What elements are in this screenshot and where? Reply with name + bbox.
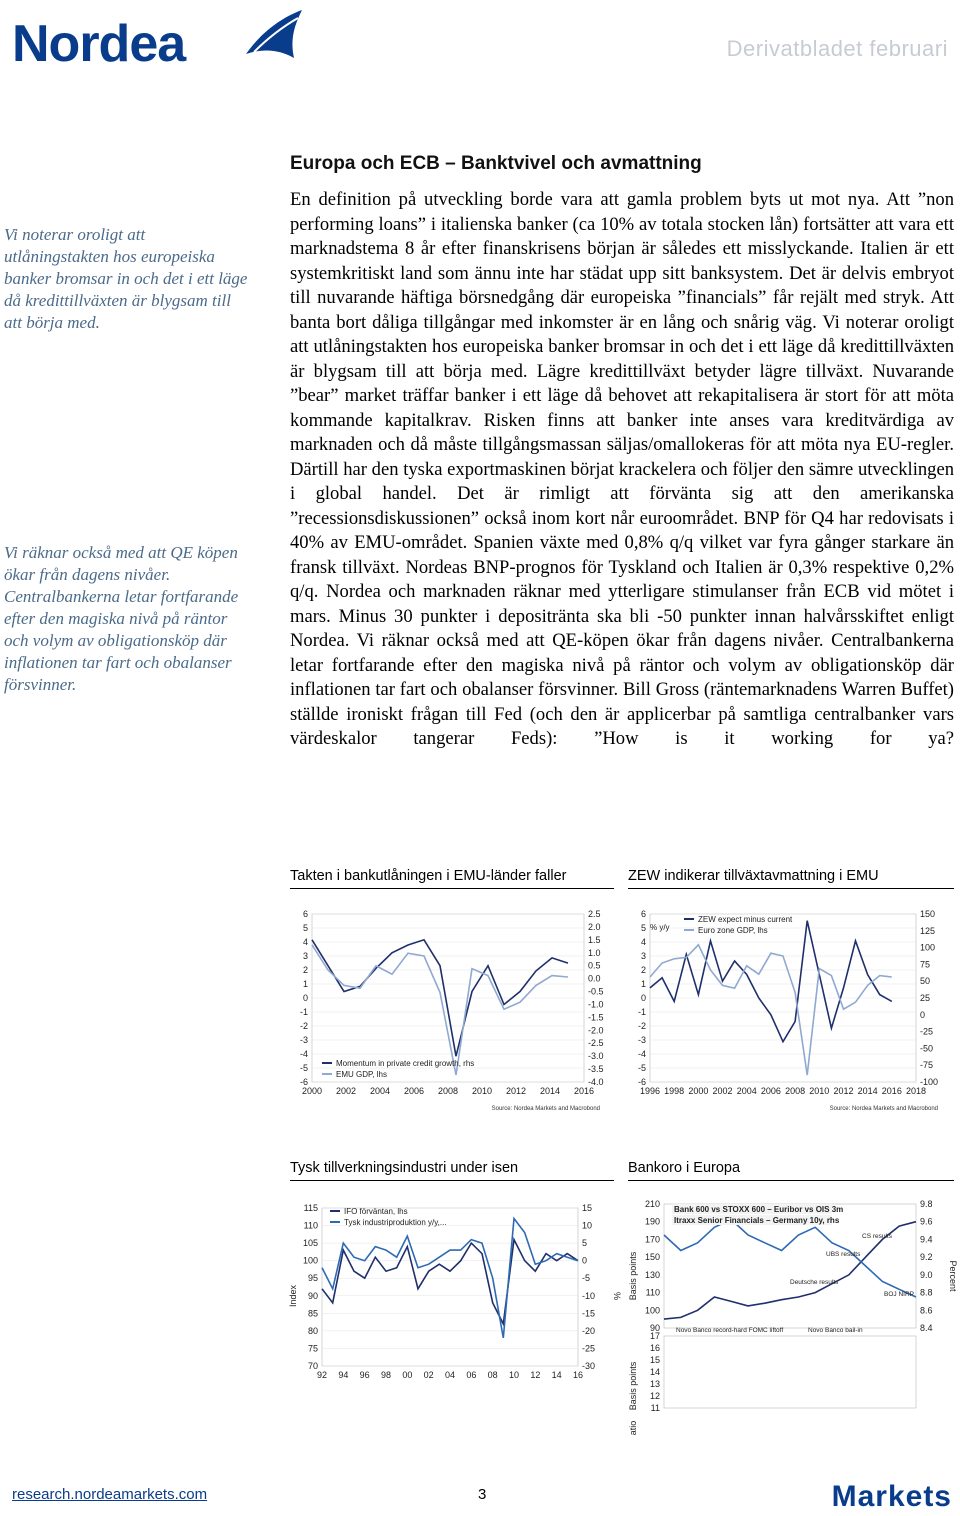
x-tick-label: 1996 (639, 1086, 661, 1096)
x-tick-label: 14 (551, 1370, 562, 1380)
lower-left-tick-label: 15 (649, 1355, 660, 1365)
left-tick-label: 3 (302, 951, 308, 961)
right-tick-label: 8.4 (920, 1323, 933, 1333)
markets-brand: Markets (831, 1480, 952, 1513)
x-tick-label: 04 (444, 1370, 456, 1380)
right-tick-label: 10 (582, 1220, 593, 1231)
right-tick-label: 150 (920, 909, 936, 919)
right-tick-label: -75 (920, 1060, 934, 1071)
x-tick-label: 12 (530, 1370, 541, 1380)
right-tick-label: -5 (582, 1273, 591, 1284)
document-title: Derivatbladet februari (726, 36, 948, 61)
chart-source: Source: Nordea Markets and Macrobond (491, 1106, 600, 1112)
right-tick-label: 9.4 (920, 1234, 933, 1245)
right-tick-label: 8.8 (920, 1287, 933, 1298)
x-tick-label: 2008 (785, 1086, 806, 1096)
right-tick-label: -2.5 (588, 1038, 604, 1049)
left-tick-label: 4 (640, 937, 646, 947)
left-tick-label: 210 (644, 1199, 660, 1209)
right-tick-label: -1.5 (588, 1012, 604, 1023)
lower-left-tick-label: 11 (650, 1403, 660, 1413)
x-tick-label: 2010 (471, 1086, 493, 1096)
right-tick-label: 9.0 (920, 1269, 933, 1280)
left-tick-label: 95 (307, 1273, 318, 1284)
x-tick-label: 16 (572, 1370, 584, 1380)
article-body: En definition på utveckling borde vara att gamla problem byts ut mot nya. Att ”non performing loans” i italienska banker (ca 10% av totala stocken lån) fortsätter att vara ett marknadstema 8 år efter finanskrisens början är således ett misslyckande. Italien är ett systemkritiskt land som ännu inte har städat upp sitt banksystem. Det är delvis embryot till nuvarande häftiga börsnedgång där europeiska ”financials” får rejält med stryk. Att banta bort dåliga tillgångar med inkomster är en lång och snårig väg. Vi noterar oroligt att utlåningstakten hos europeiska banker bromsar in och det i ett läge då kredittillväxten är blygsam till att börja med. Lägre kredittillväxt betyder lägre tillväxt. Nuvarande ”bear” market träffar banker i ett läge då behovet att rekapitalisera är stort för att möta kommande kapitalkrav. Risken finns att banker inte anses vara kreditvärdiga av marknaden och då måste tillgångsmassan säljas/omallokeras för att möta nya EU-regler. Därtill har den tyska exportmaskinen börjat krackelera och följer den sämre utvecklingen i global handel. Det är rimligt att förvänta sig att den amerikanska ”recessionsdiskussionen” också inom kort når euroområdet. BNP för Q4 har redovisats i 40% av EMU-området. Spanien växte med 0,8% q/q vilket var fyra gånger starkare än fransk tillväxt. Nordeas BNP-prognos för Tyskland och Italien är 0,3% respektive 0,2% q/q. Nordea och marknaden räknar med ytterligare stimulanser från ECB vid mötet i mars. Minus 30 punkter i depositränta ska bli -50 punkter innan halvårsskiftet enligt Nordea. Vi räknar också med att QE-köpen ökar från dagens nivåer. Centralbankerna letar fortfarande efter den magiska nivå på räntor och volym av obligationsköp där inflationen tar fart och obalanser försvinner. Bill Gross (räntemarknadens Warren Buffet) ställde ironiskt frågan till Fed (och den är applicerbar på samtliga centralbanker vars värdeskalor tangerar Feds): ”How is it working for ya? (290, 189, 954, 749)
left-tick-label: -3 (299, 1035, 308, 1045)
x-tick-label: 2006 (760, 1086, 781, 1096)
figure-title-german-industry: Tysk tillverkningsindustri under isen (290, 1160, 614, 1181)
right-tick-label: 15 (582, 1203, 593, 1213)
legend-label: IFO förväntan, lhs (344, 1207, 408, 1216)
right-tick-label: -0.5 (588, 986, 604, 997)
left-tick-label: 105 (302, 1238, 318, 1249)
right-tick-label: -50 (920, 1043, 934, 1054)
legend-label: Itraxx Senior Financials – Germany 10y, rhs (674, 1216, 840, 1225)
x-tick-label: 2000 (688, 1086, 709, 1096)
right-axis-label: % (612, 1291, 622, 1301)
left-tick-label: 100 (644, 1305, 660, 1316)
left-tick-label: 190 (644, 1216, 660, 1227)
left-tick-label: 6 (302, 909, 308, 919)
right-tick-label: -1.0 (588, 999, 604, 1010)
left-tick-label: 70 (307, 1361, 318, 1371)
left-tick-label: 6 (640, 909, 646, 919)
x-tick-label: 2014 (539, 1086, 561, 1096)
left-tick-label: 115 (303, 1203, 318, 1213)
left-tick-label: 4 (302, 937, 308, 947)
left-tick-label: 2 (640, 965, 646, 975)
legend-label: EMU GDP, lhs (336, 1070, 387, 1079)
chart-bank-lending (282, 904, 622, 1116)
sidenote-qe: Vi räknar också med att QE köpen ökar från dagens nivåer. Centralbankerna letar fortfarande efter den magiska nivå på räntor och volym av obligationsköp där inflationen tar fart och obalanser försvinner. (4, 543, 239, 694)
left-tick-label: 5 (640, 923, 646, 933)
series-line (650, 921, 892, 1042)
right-tick-label: 0 (582, 1255, 588, 1266)
figure-title-bank-turmoil: Bankoro i Europa (628, 1160, 954, 1181)
right-tick-label: -3.0 (588, 1051, 604, 1062)
right-tick-label: -100 (920, 1077, 939, 1087)
bottom-left-axis-label: atio (628, 1420, 638, 1436)
right-tick-label: 9.2 (920, 1252, 933, 1263)
right-tick-label: 100 (920, 942, 936, 953)
x-tick-label: 2000 (301, 1086, 323, 1096)
logo-text: Nordea (12, 15, 186, 73)
right-tick-label: 0 (920, 1009, 926, 1020)
x-tick-label: 2006 (403, 1086, 425, 1096)
x-tick-label: 2014 (857, 1086, 878, 1096)
x-tick-label: 08 (487, 1370, 498, 1380)
left-tick-label: 2 (302, 965, 308, 975)
x-tick-label: 2016 (573, 1086, 595, 1096)
x-tick-label: 2018 (905, 1086, 927, 1096)
x-tick-label: 06 (466, 1370, 477, 1380)
series-line (650, 945, 892, 1075)
left-tick-label: 150 (644, 1252, 660, 1263)
left-tick-label: -1 (637, 1007, 646, 1017)
right-tick-label: -30 (582, 1361, 596, 1371)
annotation-label: Novo Banco record-hard FOMC liftoff (676, 1327, 784, 1334)
right-tick-label: -4.0 (588, 1077, 604, 1087)
left-tick-label: 80 (307, 1325, 318, 1336)
annotation-label: Deutsche results (790, 1279, 839, 1286)
right-tick-label: -3.5 (588, 1064, 604, 1075)
left-axis-label: % y/y (650, 923, 670, 932)
figure-title-zew: ZEW indikerar tillväxtavmattning i EMU (628, 868, 954, 889)
right-tick-label: 1.0 (588, 947, 601, 958)
right-tick-label: 25 (920, 993, 931, 1003)
left-tick-label: 1 (640, 979, 646, 989)
x-tick-label: 94 (338, 1370, 349, 1380)
series-line (322, 1240, 578, 1324)
sidenote-credit-growth: Vi noterar oroligt att utlåningstakten hos europeiska banker bromsar in och det i ett läge då kredittillväxten är blygsam till att börja med. (4, 225, 248, 332)
page-number: 3 (478, 1486, 487, 1503)
left-tick-label: 5 (302, 923, 308, 933)
footer-link[interactable]: research.nordeamarkets.com (12, 1486, 208, 1503)
left-tick-label: -6 (637, 1077, 646, 1087)
right-tick-label: 125 (920, 925, 936, 936)
article-heading: Europa och ECB – Banktvivel och avmattning (290, 153, 702, 174)
lower-left-tick-label: 17 (649, 1331, 660, 1341)
x-tick-label: 2012 (833, 1086, 854, 1096)
left-tick-label: 1 (302, 979, 308, 989)
x-tick-label: 2012 (505, 1086, 527, 1096)
left-tick-label: -6 (299, 1077, 308, 1087)
legend-label: Euro zone GDP, lhs (698, 926, 768, 935)
chart-german-industry (282, 1196, 622, 1396)
x-tick-label: 2010 (809, 1086, 830, 1096)
x-tick-label: 1998 (664, 1086, 685, 1096)
x-tick-label: 02 (423, 1370, 434, 1380)
x-tick-label: 2002 (335, 1086, 357, 1096)
left-tick-label: 90 (307, 1290, 318, 1301)
left-tick-label: -2 (637, 1021, 646, 1031)
right-tick-label: -20 (582, 1325, 596, 1336)
left-tick-label: 170 (644, 1234, 660, 1245)
right-tick-label: -15 (582, 1308, 596, 1319)
right-tick-label: 0.0 (588, 973, 601, 984)
chart-zew (620, 904, 960, 1116)
sail-icon (240, 6, 306, 62)
left-tick-label: 3 (640, 951, 646, 961)
lower-left-tick-label: 16 (649, 1343, 660, 1353)
right-tick-label: -25 (920, 1026, 934, 1037)
legend-label: Bank 600 vs STOXX 600 – Euribor vs OIS 3m (674, 1205, 844, 1214)
legend-label: Momentum in private credit growth, rhs (336, 1059, 475, 1068)
left-tick-label: -5 (299, 1063, 308, 1073)
x-tick-label: 2016 (881, 1086, 902, 1096)
left-tick-label: 110 (303, 1220, 318, 1231)
left-axis-label: Basis points (628, 1251, 638, 1301)
left-tick-label: 90 (649, 1323, 660, 1333)
annotation-label: BOJ NIRP (884, 1291, 914, 1298)
left-tick-label: -3 (637, 1035, 646, 1045)
annotation-label: CS results (862, 1233, 892, 1240)
left-tick-label: -4 (637, 1049, 646, 1059)
right-tick-label: 75 (920, 959, 931, 970)
left-tick-label: -1 (299, 1007, 308, 1017)
right-tick-label: 2.0 (588, 921, 601, 932)
x-tick-label: 92 (316, 1370, 328, 1380)
x-tick-label: 96 (359, 1370, 370, 1380)
left-tick-label: 85 (307, 1308, 318, 1319)
chart-source: Source: Nordea Markets and Macrobond (829, 1106, 938, 1112)
left-tick-label: 110 (645, 1287, 660, 1298)
x-tick-label: 2002 (712, 1086, 733, 1096)
nordea-logo (12, 6, 302, 72)
right-tick-label: -10 (582, 1290, 596, 1301)
x-tick-label: 98 (380, 1370, 392, 1380)
right-tick-label: 0.5 (588, 960, 601, 971)
left-tick-label: 0 (640, 993, 646, 1003)
legend-label: ZEW expect minus current (698, 915, 793, 924)
right-tick-label: 9.8 (920, 1199, 933, 1209)
x-tick-label: 2004 (369, 1086, 391, 1096)
lower-left-axis-label: Basis points (628, 1361, 638, 1411)
plot-frame (322, 1208, 578, 1366)
lower-left-tick-label: 12 (649, 1391, 660, 1401)
x-tick-label: 00 (402, 1370, 413, 1380)
left-tick-label: 100 (302, 1255, 318, 1266)
lower-left-tick-label: 13 (649, 1379, 660, 1389)
right-tick-label: 50 (920, 976, 931, 987)
left-tick-label: -2 (299, 1021, 308, 1031)
annotation-label: UBS results (826, 1251, 861, 1258)
right-tick-label: 9.6 (920, 1216, 933, 1227)
left-tick-label: -4 (299, 1049, 308, 1059)
right-tick-label: 8.6 (920, 1305, 933, 1316)
right-tick-label: -25 (582, 1343, 596, 1354)
right-tick-label: 5 (582, 1238, 588, 1249)
x-tick-label: 10 (508, 1370, 520, 1380)
x-tick-label: 2008 (437, 1086, 459, 1096)
right-axis-label: Percent (948, 1260, 958, 1292)
left-tick-label: 75 (307, 1343, 318, 1354)
right-tick-label: -2.0 (588, 1025, 604, 1036)
legend-label: Tysk industriproduktion y/y,... (344, 1218, 447, 1227)
x-tick-label: 2004 (736, 1086, 757, 1096)
left-axis-label: Index (288, 1284, 298, 1308)
lower-left-tick-label: 14 (649, 1367, 660, 1377)
right-tick-label: 1.5 (588, 934, 601, 945)
figure-title-bank-lending: Takten i bankutlåningen i EMU-länder faller (290, 868, 614, 889)
annotation-label: Novo Banco bail-in (808, 1327, 863, 1334)
left-tick-label: 130 (644, 1269, 660, 1280)
left-tick-label: -5 (637, 1063, 646, 1073)
right-tick-label: 2.5 (588, 909, 601, 919)
lower-plot-frame (664, 1336, 916, 1408)
chart-bank-turmoil (620, 1196, 960, 1436)
left-tick-label: 0 (302, 993, 308, 1003)
